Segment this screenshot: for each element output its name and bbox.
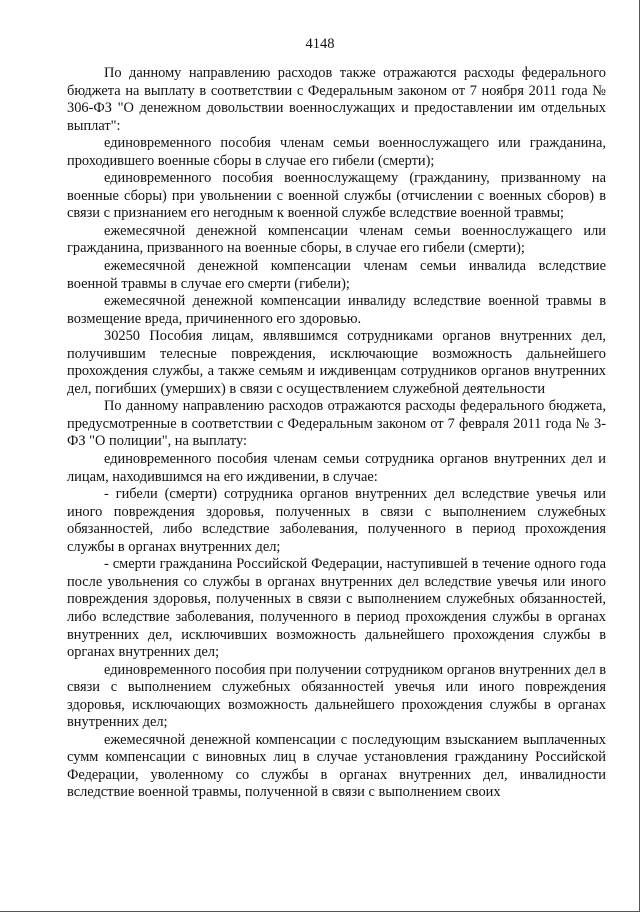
document-body: [67, 65, 606, 802]
paragraph: единовременного пособия членам семьи военнослужащего или гражданина, проходившего военные сборы в случае его гибели (смерти);: [67, 135, 606, 169]
paragraph: По данному направлению расходов также отражаются расходы федерального бюджета на выплату в соответствии с Федеральным законом от 7 ноября 2011 года № 306-ФЗ "О денежном довольствии военнослужащих и предоставлении им отдельных выплат":: [67, 65, 606, 134]
page-number: 4148: [305, 36, 335, 52]
paragraph: единовременного пособия членам семьи сотрудника органов внутренних дел и лицам, находившимся на его иждивении, в случае:: [67, 451, 606, 485]
paragraph: ежемесячной денежной компенсации членам семьи инвалида вследствие военной травмы в случае его смерти (гибели);: [67, 258, 606, 292]
paragraph: По данному направлению расходов отражаются расходы федерального бюджета, предусмотренные в соответствии с Федеральным законом от 7 февраля 2011 года № 3-ФЗ "О полиции", на выплату:: [67, 398, 606, 450]
paragraph: - смерти гражданина Российской Федерации, наступившей в течение одного года после увольнения со службы в органах внутренних дел вследствие увечья или иного повреждения здоровья, полученных в связи с выполнением служебных обязанностей, либо вследствие заболевания, полученного в период прохождения службы в органах внутренних дел, исключивших возможность дальнейшего прохождения службы в органах внутренних дел;: [67, 556, 606, 661]
paragraph: ежемесячной денежной компенсации членам семьи военнослужащего или гражданина, призванного на военные сборы, в случае его гибели (смерти);: [67, 222, 606, 257]
paragraph: ежемесячной денежной компенсации инвалиду вследствие военной травмы в возмещение вреда, причиненного его здоровью.: [67, 293, 606, 327]
paragraph: - гибели (смерти) сотрудника органов внутренних дел вследствие увечья или иного повреждения здоровья, полученных в связи с выполнением служебных обязанностей, либо вследствие заболевания, полученного в период прохождения службы в органах внутренних дел;: [67, 486, 606, 555]
paragraph: ежемесячной денежной компенсации с последующим взысканием выплаченных сумм компенсации с виновных лиц в случае установления гражданину Российской Федерации, уволенному со службы в органах внутренних дел, инвалидности вследствие военной травмы, полученной в связи с выполнением своих: [67, 731, 606, 801]
paragraph: единовременного пособия военнослужащему (гражданину, призванному на военные сборы) при увольнении с военной службы (отчислении с военных сборов) в связи с признанием его негодным к военной службе вследствие военной травмы;: [67, 170, 606, 222]
paragraph: единовременного пособия при получении сотрудником органов внутренних дел в связи с выполнением служебных обязанностей увечья или иного повреждения здоровья, исключающих возможность дальнейшего прохождения службы в органах внутренних дел;: [67, 661, 606, 731]
paragraph: 30250 Пособия лицам, являвшимся сотрудниками органов внутренних дел, получившим телесные повреждения, исключающие возможность дальнейшего прохождения службы, а также семьям и иждивенцам сотрудников органов внутренних дел, погибших (умерших) в связи с осуществлением служебной деятельности: [67, 328, 606, 397]
